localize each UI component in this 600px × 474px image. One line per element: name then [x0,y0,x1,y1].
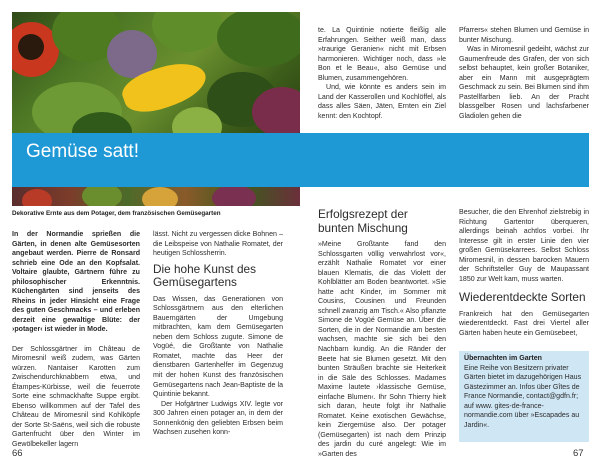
lead-paragraph: In der Normandie sprießen die Gärten, in denen alte Gemüsesorten angebaut werden. Pierre de Ronsard schrieb eine Ode an den Kopfsalat. Voltaire glaubte, Gärtnern führe zu philosophischer Erkenntnis. Küchengärten sind jenseits des Rheins in jeder Hinsicht eine Frage des guten Geschmacks – und erleben derzeit eine gewaltige Blüte: der ›potager‹ ist wieder in Mode. [12,231,140,334]
text-column-3-bottom [318,204,446,460]
text-column-1 [12,230,140,450]
page-number-left: 66 [12,448,23,459]
body-paragraph: te. La Quintinie notierte fleißig alle Erfahrungen. Seither weiß man, dass »traurige Geranien« nicht mit Erbsen harmonieren. Wichtiger noch, dass »le Bon et le Beau«, also Gemüse und Blumen, zusammengehören. [318,27,446,82]
body-paragraph: Der Schlossgärtner im Château de Miromesnil weiß zudem, was Gärten würzen. Nantaiser Karotten zum Zwischendurchknabbern etwa, und Étampes-Kürbisse, weil die feuerrote Sorte eine schmackhafte Suppe ergibt. Ebenso willkommen auf der Tafel des Château de Miromesnil sind Kohlköpfe der Sorte St-Saëns, weil sich die robuste Gartenfrucht über den Winter im Gewölbekeller lagern [12,345,140,448]
body-paragraph: lässt. Nicht zu vergessen dicke Bohnen – die Leibspeise von Nathalie Romatet, der heutigen Schlossherrin. [153,231,283,258]
vegetable-photo-strip [12,187,300,206]
text-column-3-top [318,26,446,121]
text-column-2 [153,230,283,438]
info-box-title: Übernachten im Garten [464,355,542,362]
section-heading: Wiederentdeckte Sorten [459,290,586,305]
body-paragraph: Besucher, die den Ehrenhof zielstrebig in Richtung Gartentor überqueren, allerdings beinah achtlos vorbei. Ihr Interesse gilt in erster Linie den vier großen Gemüsekarrees. Selbst Schloss Miromesnil, in dessen barocken Mauern der Schriftsteller Guy de Maupassant 1850 zur Welt kam, muss warten. [459,209,589,283]
body-paragraph: Frankreich hat den Gemüsegarten wiederentdeckt. Fast drei Viertel aller Gärten haben heute ein Gemüsebeet, [459,310,589,337]
section-heading: Erfolgsrezept der bunten Mischung [318,207,408,235]
body-paragraph: Was in Miromesnil gedeiht, wächst zur Gaumenfreude des Grafen, der von sich selbst behauptet, kein großer Botaniker, aber ein Mann mit ausgeprägtem Geschmack zu sein. Bei Blumen sind ihm Pastellfarben lieb. An der Pracht blassgelber Rosen und lachsfarbener Gladiolen gehen die [459,46,589,120]
text-column-4-bottom [459,208,589,339]
page-number-right: 67 [573,448,584,459]
body-paragraph: Pfarrers« stehen Blumen und Gemüse in bunter Mischung. [459,27,589,44]
photo-caption: Dekorative Ernte aus dem Potager, dem französischen Gemüsegarten [12,210,221,217]
vegetable-photo [12,12,300,133]
body-paragraph: Und, wie könnte es anders sein im Land der Kasserollen und Kochlöffel, als dass alles Säen, Jäten, Ernten ein Ziel kennt: den Kochtopf. [318,84,446,120]
body-paragraph: Das Wissen, das Generationen von Schlossgärtnern aus den elterlichen Bauerngärten der Umgebung mitbrachten, kam dem Gemüsegarten neben dem Schloss zugute. Simone de Vogüé, die Großtante von Nathalie Romatet, machte das Heer der dienstbaren Gartenhelfer im Gegenzug mit der hohen Kunst des französischen Gemüsegartens nach Jean-Baptiste de la Quintinie bekannt. [153,295,283,399]
body-paragraph: Der Hofgärtner Ludwigs XIV. legte vor 300 Jahren einen potager an, in dem der Sonnenkönig den geliebten Erbsen beim Wachsen zusehen konn- [153,400,283,437]
info-box-body: Eine Reihe von Besitzern privater Gärten bietet im dazugehörigen Haus Gästezimmer an. Infos über Gîtes de France Normandie, contact@gdfn.fr; auf www. gites-de-france-normandie.com über »Escapades au Jardin«. [464,364,582,429]
text-column-4-top [459,26,589,121]
article-title: Gemüse satt! [26,141,139,162]
body-paragraph: »Meine Großtante fand den Schlossgarten völlig verwahrlost vor«, erzählt Nathalie Romatet vor einer blauen Klematis, die das Violett der Kohlblätter am Boden beantwortet. »Sie hatte acht Kinder, im Sommer mit Cousins, Cousinen und Freunden schnell zwanzig am Tisch.« Also pflanzte Simone de Vogüé Gemüse an. Über die Sorten, die in der Normandie am besten wachsen, machte sie sich bei den Nachbarn kundig. An die Ränder der Beete hat sie Blumen gesetzt. Mit den bunten Sträußen brachte sie Heiterkeit in die Säle des Schlosses. Madames Maxime lautete ›klassische Gemüse, einfache Blumen‹. Ihr Sohn Thierry hielt sich daran, heute folgt ihr Nathalie Romatet. Keine exotischen Gewächse, kein Ziergemüse also. Der potager (Gemüsegarten) ist nach dem Prinzip des jardin du curé angelegt: Wie im »Garten des [318,241,446,459]
info-box [459,351,589,442]
section-heading: Die hohe Kunst des Gemüsegartens [153,261,256,290]
